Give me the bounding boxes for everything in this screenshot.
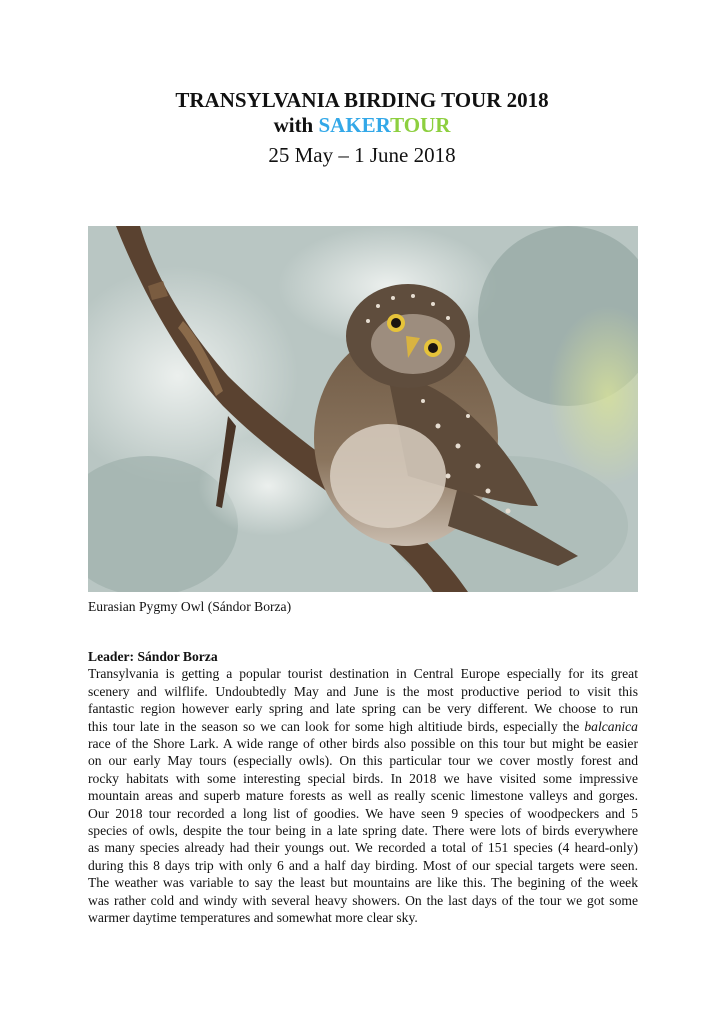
body-line: warmer daytime temperatures and somewhat more clear sky. — [88, 910, 418, 926]
brand-line — [0, 113, 724, 138]
title-block — [0, 88, 724, 168]
italic-word: balcanica — [584, 718, 638, 734]
body-line: as many species already had their youngs out. We recorded a total of 151 species (4 heard-only) — [88, 840, 638, 856]
body-line: race of the Shore Lark. A wide range of other birds also possible on this tour but might be easier — [88, 736, 638, 752]
photo-caption: Eurasian Pygmy Owl (Sándor Borza) — [88, 599, 292, 614]
brand-saker: SAKER — [318, 113, 391, 137]
tour-dates: 25 May – 1 June 2018 — [268, 143, 456, 167]
body-line: fantastic region however early spring and late spring can be very different. We choose to run — [88, 701, 638, 717]
body-line: on our early May tours (especially owls). On this particular tour we cover mostly forest and — [88, 753, 638, 769]
body-line: rocky habitats with some interesting special birds. In 2018 we have visited some impressive — [88, 770, 638, 786]
leader-line: Leader: Sándor Borza — [88, 649, 218, 664]
body-line: Transylvania is getting a popular tourist destination in Central Europe especially for its great — [88, 666, 638, 682]
body-line: Our 2018 tour recorded a long list of goodies. We have seen 9 species of woodpeckers and 5 — [88, 805, 638, 821]
body-line: during this 8 days trip with only 6 and a half day birding. Most of our special targets were seen. — [88, 857, 638, 873]
article-body — [88, 648, 638, 927]
body-line-with-italic — [88, 718, 638, 735]
body-line: The weather was variable to say the least but mountains are like this. The begining of the week — [88, 875, 638, 891]
body-line: mountain areas and superb mature forests as well as really scenic limestone valleys and gorges. — [88, 788, 638, 804]
body-line-part: this tour late in the season so we can look for some high altitiude birds, especially the — [88, 718, 580, 734]
page-title: TRANSYLVANIA BIRDING TOUR 2018 — [175, 88, 549, 112]
body-line: species of owls, despite the tour being in a late spring date. There were lots of birds everywhere — [88, 823, 638, 839]
body-line: scenery and wilflife. Undoubtedly May and June is the most productive period to visit this — [88, 683, 638, 699]
owl-illustration — [88, 226, 638, 592]
brand-with: with — [273, 113, 319, 137]
body-line: was rather cold and windy with several heavy showers. On the last days of the tour we got some — [88, 892, 638, 908]
brand-tour: TOUR — [390, 113, 451, 137]
owl-photo — [88, 226, 638, 592]
